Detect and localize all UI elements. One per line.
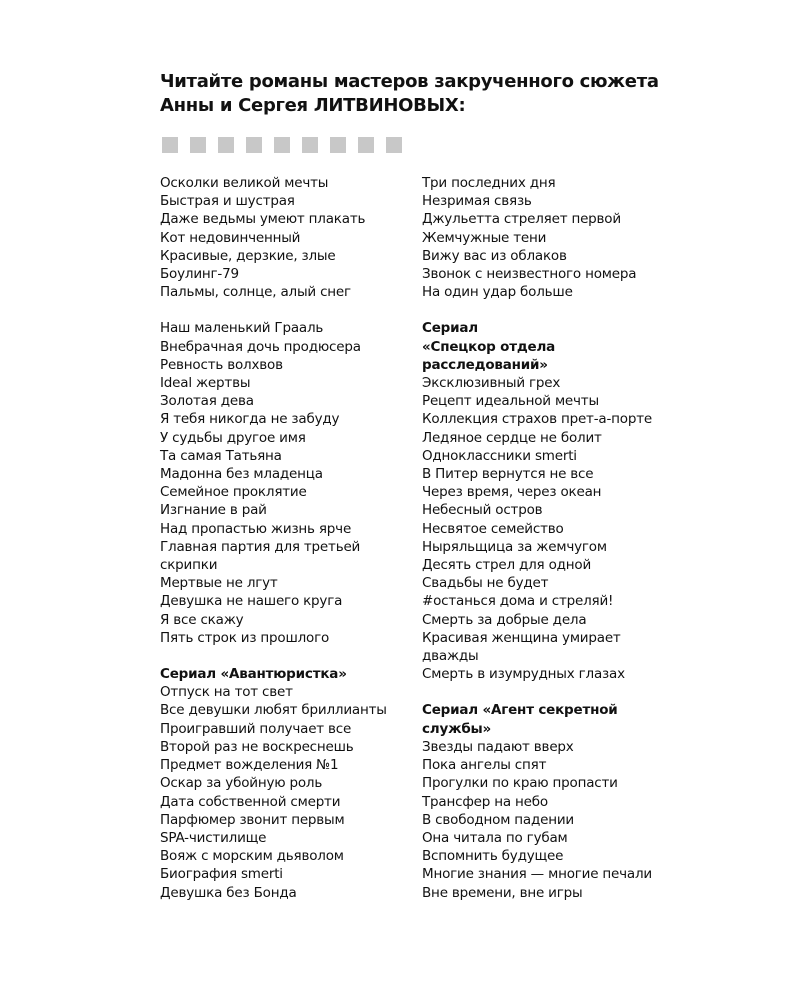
book-title: Изгнание в рай xyxy=(160,502,267,519)
book-title: Семейное проклятие xyxy=(160,484,307,501)
book-title: Жемчужные тени xyxy=(422,229,547,246)
book-title: Даже ведьмы умеют плакать xyxy=(160,211,366,228)
book-title: #останься дома и стреляй! xyxy=(422,593,614,610)
divider-square xyxy=(358,137,374,153)
book-title: Золотая дева xyxy=(160,393,254,410)
left-column xyxy=(160,174,410,920)
book-title: Девушка не нашего круга xyxy=(160,593,343,610)
series-heading-secret-agent: службы» xyxy=(422,720,492,737)
book-title: Та самая Татьяна xyxy=(160,447,282,464)
book-title: Предмет вожделения №1 xyxy=(160,757,339,774)
book-title: Над пропастью жизнь ярче xyxy=(160,520,352,537)
book-title: Пальмы, солнце, алый снег xyxy=(160,284,351,301)
book-title: Парфюмер звонит первым xyxy=(160,811,345,828)
book-title: Отпуск на тот свет xyxy=(160,684,293,701)
book-title: Быстрая и шустрая xyxy=(160,193,295,210)
book-title: Джульетта стреляет первой xyxy=(422,211,621,228)
title-line-1: Читайте романы мастеров закрученного сюжета xyxy=(160,71,659,92)
book-title: Она читала по губам xyxy=(422,829,568,846)
book-title: Звезды падают вверх xyxy=(422,738,574,755)
book-title: На один удар больше xyxy=(422,284,573,301)
book-title: Вижу вас из облаков xyxy=(422,247,567,264)
divider-square xyxy=(386,137,402,153)
book-title: Небесный остров xyxy=(422,502,543,519)
divider-square xyxy=(190,137,206,153)
book-title: дважды xyxy=(422,648,479,665)
book-title: Три последних дня xyxy=(422,175,556,191)
book-title: Дата собственной смерти xyxy=(160,793,341,810)
book-title: Кот недовинченный xyxy=(160,229,301,246)
series-heading-secret-agent: Сериал «Агент секретной xyxy=(422,702,618,719)
book-title: Одноклассники smerti xyxy=(422,447,577,464)
series-heading-special-correspondent: Сериал xyxy=(422,320,478,337)
book-title: Биография smerti xyxy=(160,866,283,883)
book-title: Второй раз не воскреснешь xyxy=(160,738,354,755)
book-title: Ледяное сердце не болит xyxy=(422,429,602,446)
book-title: Ревность волхвов xyxy=(160,356,283,373)
book-title: Оскар за убойную роль xyxy=(160,775,323,792)
book-title: Мертвые не лгут xyxy=(160,575,278,592)
book-title: Эксклюзивный грех xyxy=(422,375,561,392)
book-title: SPA-чистилище xyxy=(160,829,267,846)
divider-square xyxy=(218,137,234,153)
divider-square xyxy=(302,137,318,153)
book-title: Несвятое семейство xyxy=(422,520,564,537)
book-title: Я тебя никогда не забуду xyxy=(160,411,340,428)
book-title: Трансфер на небо xyxy=(422,793,548,810)
book-title: Красивая женщина умирает xyxy=(422,629,621,646)
series-heading-adventuress: Сериал «Авантюристка» xyxy=(160,666,347,683)
book-title: Мадонна без младенца xyxy=(160,466,323,483)
standalone-novels-group-3 xyxy=(422,174,682,301)
divider-square xyxy=(274,137,290,153)
book-title: Я все скажу xyxy=(160,611,244,628)
book-title: Внебрачная дочь продюсера xyxy=(160,338,361,355)
standalone-novels-group-1 xyxy=(160,174,410,301)
book-title: Прогулки по краю пропасти xyxy=(422,775,618,792)
book-title: Смерть за добрые дела xyxy=(422,611,587,628)
book-title: Вояж с морским дьяволом xyxy=(160,848,344,865)
book-title: Пока ангелы спят xyxy=(422,757,547,774)
series-secret-agent-group xyxy=(422,701,682,901)
book-title: В свободном падении xyxy=(422,811,574,828)
book-title: Смерть в изумрудных глазах xyxy=(422,666,625,683)
page-title xyxy=(160,70,760,118)
book-title: Незримая связь xyxy=(422,193,532,210)
book-title: Коллекция страхов прет-а-порте xyxy=(422,411,652,428)
book-title: Ideal жертвы xyxy=(160,375,251,392)
book-title: Пять строк из прошлого xyxy=(160,629,330,646)
book-title: Вспомнить будущее xyxy=(422,848,564,865)
book-title: Красивые, дерзкие, злые xyxy=(160,247,336,264)
series-heading-special-correspondent: расследований» xyxy=(422,356,548,373)
book-title: скрипки xyxy=(160,557,218,574)
divider-square xyxy=(162,137,178,153)
book-title: Рецепт идеальной мечты xyxy=(422,393,599,410)
book-title: Девушка без Бонда xyxy=(160,884,297,901)
decorative-divider xyxy=(162,137,402,153)
book-title: Наш маленький Грааль xyxy=(160,320,324,337)
book-title: Проигравший получает все xyxy=(160,720,352,737)
book-title: Главная партия для третьей xyxy=(160,538,361,555)
book-title: Ныряльщица за жемчугом xyxy=(422,538,607,555)
book-title: Многие знания — многие печали xyxy=(422,866,652,883)
book-title: В Питер вернутся не все xyxy=(422,466,594,483)
right-column xyxy=(422,174,682,920)
series-adventuress-group xyxy=(160,665,410,902)
book-title: Все девушки любят бриллианты xyxy=(160,702,387,719)
book-title: Вне времени, вне игры xyxy=(422,884,583,901)
standalone-novels-group-2 xyxy=(160,319,410,647)
divider-square xyxy=(330,137,346,153)
book-title: Через время, через океан xyxy=(422,484,602,501)
book-title: У судьбы другое имя xyxy=(160,429,306,446)
book-title: Боулинг-79 xyxy=(160,266,239,283)
book-title: Осколки великой мечты xyxy=(160,175,329,191)
series-heading-special-correspondent: «Спецкор отдела xyxy=(422,338,556,355)
title-line-2: Анны и Сергея ЛИТВИНОВЫХ: xyxy=(160,95,466,116)
book-title: Звонок с неизвестного номера xyxy=(422,266,637,283)
book-title: Свадьбы не будет xyxy=(422,575,549,592)
series-special-correspondent-group xyxy=(422,319,682,683)
divider-square xyxy=(246,137,262,153)
book-title: Десять стрел для одной xyxy=(422,557,592,574)
